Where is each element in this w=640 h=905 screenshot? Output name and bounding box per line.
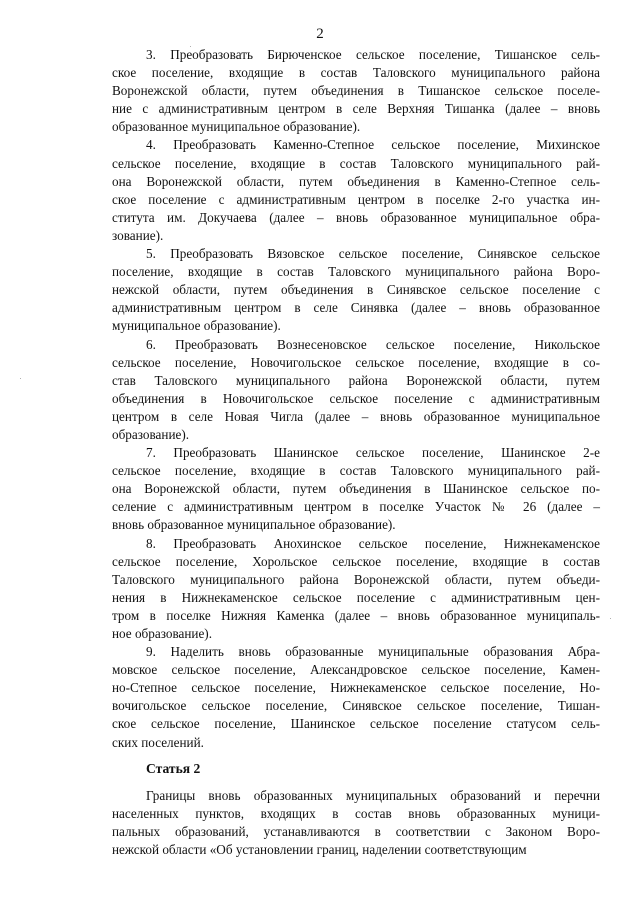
text-line: 4. Преобразовать Каменно-Степное сельское поселение, Михинское (146, 137, 600, 153)
text-line: тром в поселке Нижняя Каменка (далее – вновь образованное муниципаль- (112, 607, 600, 623)
text-line: 6. Преобразовать Вознесеновское сельское поселение, Никольское (146, 336, 600, 352)
text-line: Воронежской области, путем объединения в Тишанское сельское поселе- (112, 83, 600, 99)
text-line: ское поселение, входящие в состав Таловского муниципального района (112, 65, 600, 81)
paragraph (112, 245, 600, 335)
text-line: ское поселение с административным центром в поселке 2-го участка ин- (112, 191, 600, 207)
text-line: сельское поселение, входящие в состав Таловского муниципального рай- (112, 155, 600, 171)
final-paragraph-container (112, 787, 600, 859)
text-line: мовское сельское поселение, Александровское сельское поселение, Камен- (112, 662, 600, 678)
scan-speck (190, 46, 191, 47)
text-line: но-Степное сельское поселение, Нижнекаменское сельское поселение, Но- (112, 680, 600, 696)
text-line: пальных образований, устанавливаются в соответствии с Законом Воро- (112, 823, 600, 839)
text-line: центром в селе Новая Чигла (далее – вновь образованное муниципальное (112, 408, 600, 424)
text-line: нения в Нижнекаменское сельское поселение с административным цен- (112, 589, 600, 605)
text-line: зование). (112, 227, 164, 243)
text-line: 8. Преобразовать Анохинское сельское поселение, Нижнекаменское (146, 535, 600, 551)
articles-list (112, 46, 600, 752)
text-line: ститута им. Докучаева (далее – вновь образованное муниципальное обра- (112, 209, 600, 225)
text-line: ние с административным центром в селе Верхняя Тишанка (далее – вновь (112, 101, 600, 117)
text-line: ное образование). (112, 626, 213, 641)
text-line: 3. Преобразовать Бирюченское сельское поселение, Тишанское сель- (146, 47, 600, 62)
paragraph (112, 136, 600, 245)
text-line: муниципальное образование). (112, 318, 281, 334)
text-line: ских поселений. (112, 734, 204, 750)
text-line: 9. Наделить вновь образованные муниципальные образования Абра- (146, 644, 600, 660)
text-line: 7. Преобразовать Шанинское сельское поселение, Шанинское 2-е (146, 445, 600, 461)
text-line: Таловского муниципального района Воронежской области, путем объеди- (112, 571, 600, 587)
text-line: вновь образованное муниципальное образование). (112, 517, 396, 533)
text-line: поселение, входящие в состав Таловского муниципального района Воро- (112, 264, 600, 280)
text-line: Границы вновь образованных муниципальных образований и перечни (146, 787, 600, 803)
page-number: 2 (316, 26, 324, 42)
text-line: образование). (112, 426, 190, 442)
text-line: она Воронежской области, путем объединения в Шанинское сельское по- (112, 481, 600, 497)
text-line: нежской области «Об установлении границ, наделении соответствующим (112, 842, 527, 858)
text-line: став Таловского муниципального района Воронежской области, путем (112, 372, 600, 388)
text-line: сельское поселение, Новочигольское сельское поселение, входящие в со- (112, 354, 600, 370)
text-line: сельское поселение, входящие в состав Таловского муниципального рай- (112, 463, 600, 479)
text-line: объединения в Новочигольское сельское поселение с административным (112, 390, 600, 406)
text-line: нежской области, путем объединения в Синявское сельское поселение с (112, 282, 600, 298)
text-line: населенных пунктов, входящих в состав вновь образованных муници- (112, 805, 600, 821)
paragraph (112, 46, 600, 136)
text-line: ское сельское поселение, Шанинское сельское поселение статусом сель- (112, 716, 600, 732)
text-line: селение с административным центром в поселке Участок № 26 (далее – (112, 499, 600, 515)
scan-speck (610, 618, 611, 619)
text-line: административным центром в селе Синявка (далее – вновь образованное (112, 300, 600, 316)
text-line: она Воронежской области, путем объединения в Каменно-Степное сель- (112, 173, 600, 189)
text-line: 5. Преобразовать Вязовское сельское поселение, Синявское сельское (146, 246, 600, 262)
text-line: вочигольское сельское поселение, Синявское сельское поселение, Тишан- (112, 698, 600, 714)
article-heading: Статья 2 (146, 760, 201, 776)
scan-speck (20, 378, 21, 379)
text-line: образованное муниципальное образование). (112, 119, 361, 135)
text-line: сельское поселение, Хорольское сельское поселение, входящие в состав (112, 553, 600, 569)
paragraph (112, 787, 600, 859)
paragraph (112, 535, 600, 644)
paragraph (112, 444, 600, 534)
paragraph (112, 643, 600, 752)
document-body (112, 46, 600, 859)
paragraph (112, 336, 600, 445)
